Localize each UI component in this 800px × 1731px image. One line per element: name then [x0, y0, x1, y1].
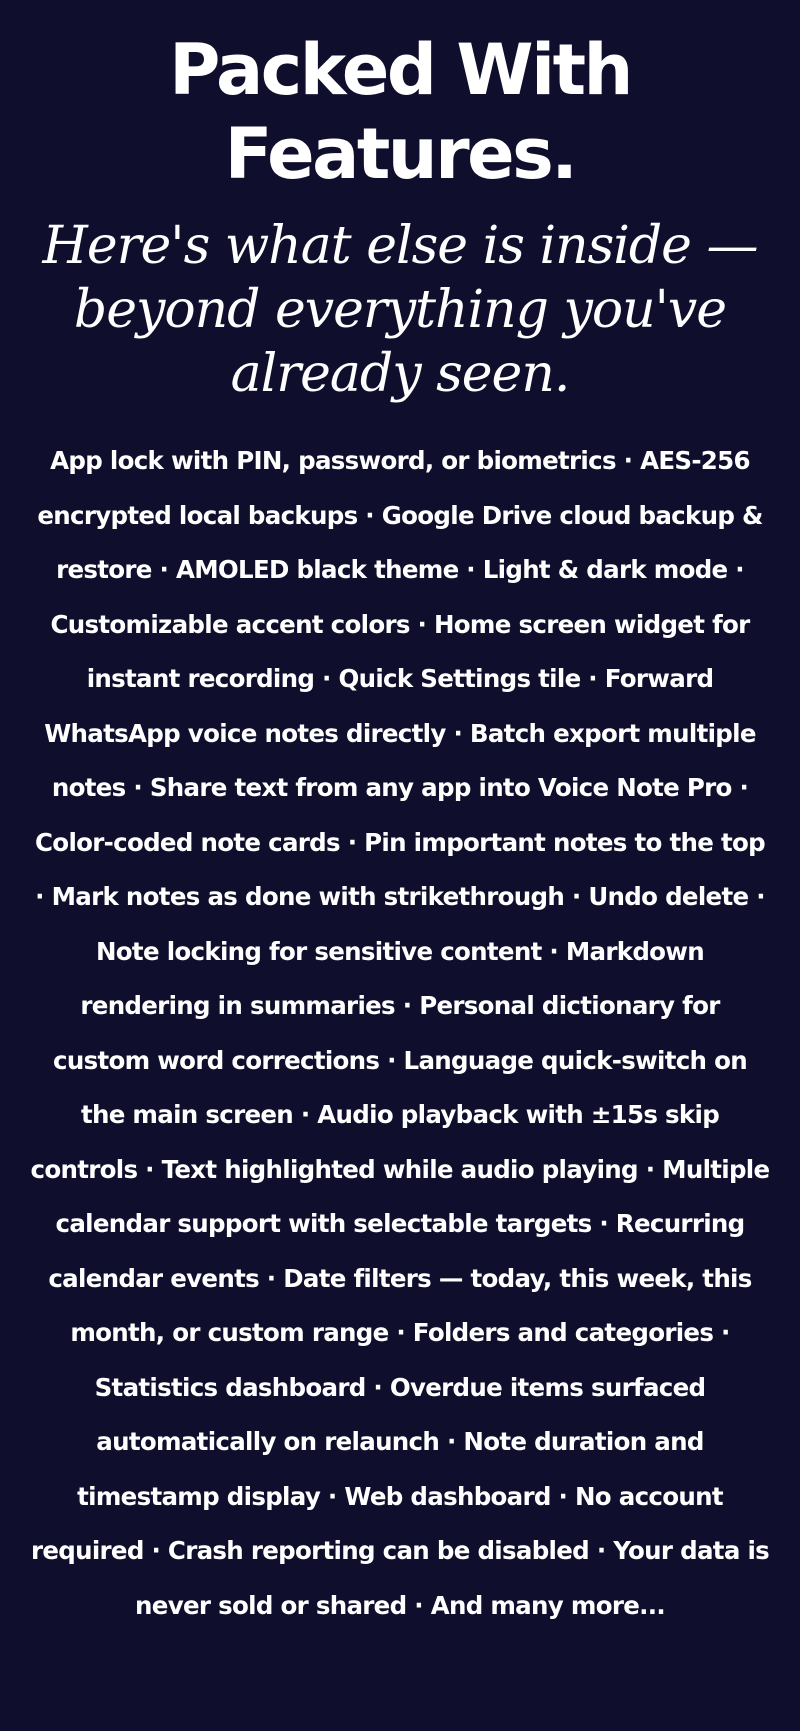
title-line-2: Features. [224, 113, 576, 195]
page-title [30, 28, 770, 196]
subtitle-line-3: already seen. [230, 344, 570, 404]
subtitle [30, 214, 770, 406]
feature-list-text: App lock with PIN, password, or biometrics · AES-256 encrypted local backups · Google Drive cloud backup & restore · AMOLED black theme · Light & dark mode · Customizable accent colors · Home screen widget for instant recording · Quick Settings tile · Forward WhatsApp voice notes directly · Batch export multiple notes · Share text from any app into Voice Note Pro · Color-coded note cards · Pin important notes to the top · Mark notes as done with strikethrough · Undo delete · Note locking for sensitive content · Markdown rendering in summaries · Personal dictionary for custom word corrections · Language quick-switch on the main screen · Audio playback with ±15s skip controls · Text highlighted while audio playing · Multiple calendar support with selectable targets · Recurring calendar events · Date filters — today, this week, this month, or custom range · Folders and categories · Statistics dashboard · Overdue items surfaced automatically on relaunch · Note duration and timestamp display · Web dashboard · No account required · Crash reporting can be disabled · Your data is never sold or shared · And many more... [30, 446, 770, 1620]
subtitle-line-2: beyond everything you've [73, 280, 727, 340]
subtitle-line-1: Here's what else is inside — [42, 216, 758, 276]
title-line-1: Packed With [169, 29, 631, 111]
